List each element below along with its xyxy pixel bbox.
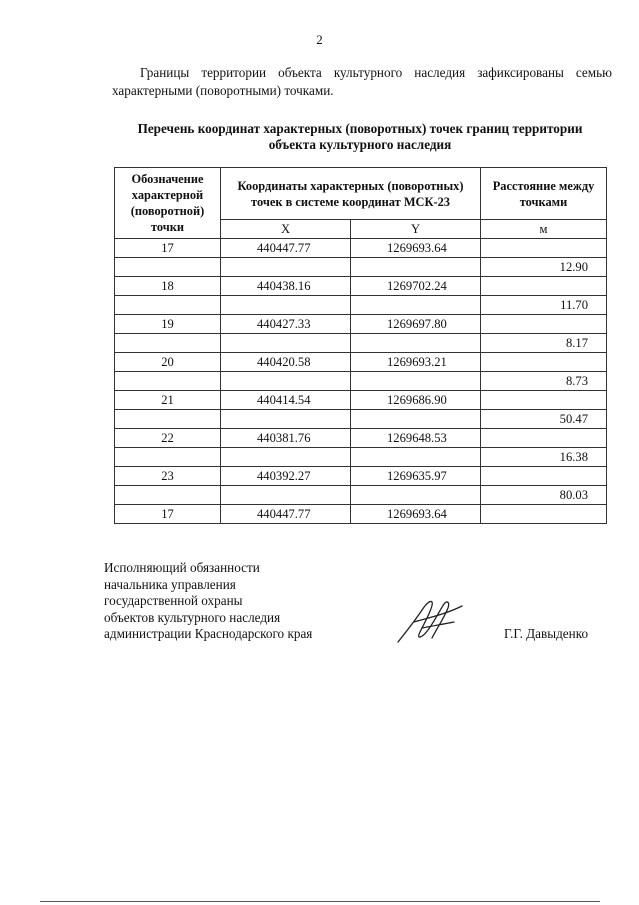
page-number: 2 <box>316 32 323 47</box>
distance-cell <box>481 277 607 296</box>
signatory-title-line: администрации Краснодарского края <box>104 626 313 641</box>
point-cell: 20 <box>115 353 221 372</box>
y-coordinate-cell <box>351 410 481 429</box>
y-coordinate-cell: 1269648.53 <box>351 429 481 448</box>
table-row <box>115 258 607 277</box>
distance-cell <box>481 353 607 372</box>
point-cell <box>115 334 221 353</box>
table-row <box>115 467 607 486</box>
point-cell: 19 <box>115 315 221 334</box>
coordinates-table <box>114 167 607 524</box>
y-coordinate-cell <box>351 296 481 315</box>
point-cell <box>115 258 221 277</box>
y-coordinate-cell: 1269697.80 <box>351 315 481 334</box>
point-cell: 22 <box>115 429 221 448</box>
x-coordinate-cell: 440447.77 <box>221 505 351 524</box>
y-coordinate-cell: 1269693.64 <box>351 505 481 524</box>
header-point: Обозначение характерной (поворотной) точки <box>115 168 221 239</box>
distance-cell: 11.70 <box>481 296 607 315</box>
point-cell: 17 <box>115 239 221 258</box>
table-row <box>115 334 607 353</box>
x-coordinate-cell <box>221 486 351 505</box>
table-row <box>115 448 607 467</box>
table-row <box>115 429 607 448</box>
distance-cell <box>481 505 607 524</box>
distance-cell: 80.03 <box>481 486 607 505</box>
y-coordinate-cell: 1269693.64 <box>351 239 481 258</box>
distance-cell: 8.17 <box>481 334 607 353</box>
x-coordinate-cell <box>221 372 351 391</box>
y-coordinate-cell <box>351 372 481 391</box>
distance-cell: 16.38 <box>481 448 607 467</box>
point-cell <box>115 448 221 467</box>
signatory-title-line: государственной охраны <box>104 593 243 608</box>
intro-paragraph <box>112 64 612 100</box>
y-coordinate-cell <box>351 258 481 277</box>
distance-cell: 8.73 <box>481 372 607 391</box>
table-row <box>115 353 607 372</box>
table-row <box>115 239 607 258</box>
signatory-title-line: объектов культурного наследия <box>104 609 281 625</box>
list-title-line-1: Перечень координат характерных (поворотных) точек границ территории <box>137 121 583 136</box>
distance-cell <box>481 315 607 334</box>
y-coordinate-cell: 1269635.97 <box>351 467 481 486</box>
point-cell <box>115 296 221 315</box>
x-coordinate-cell <box>221 410 351 429</box>
list-title-line-2: объекта культурного наследия <box>268 137 452 152</box>
header-distance: Расстояние между точками <box>481 168 607 220</box>
point-cell <box>115 486 221 505</box>
header-coordinates: Координаты характерных (поворотных) точек в системе координат МСК-23 <box>221 168 481 220</box>
table-row <box>115 391 607 410</box>
intro-line-2: характерными (поворотными) точками. <box>112 83 334 98</box>
table-row <box>115 486 607 505</box>
point-cell: 23 <box>115 467 221 486</box>
y-coordinate-cell <box>351 486 481 505</box>
intro-line-1: Границы территории объекта культурного наследия зафиксированы семью <box>140 65 612 80</box>
table-row <box>115 277 607 296</box>
table-row <box>115 410 607 429</box>
point-cell <box>115 372 221 391</box>
y-coordinate-cell: 1269686.90 <box>351 391 481 410</box>
x-coordinate-cell: 440438.16 <box>221 277 351 296</box>
table-header-row <box>115 168 607 220</box>
signatory-title-line: начальника управления <box>104 576 236 592</box>
x-coordinate-cell <box>221 296 351 315</box>
x-coordinate-cell <box>221 448 351 467</box>
table-row <box>115 505 607 524</box>
point-cell: 18 <box>115 277 221 296</box>
header-y: Y <box>351 220 481 239</box>
y-coordinate-cell <box>351 448 481 467</box>
table-row <box>115 372 607 391</box>
point-cell <box>115 410 221 429</box>
x-coordinate-cell: 440414.54 <box>221 391 351 410</box>
distance-cell <box>481 429 607 448</box>
y-coordinate-cell: 1269702.24 <box>351 277 481 296</box>
x-coordinate-cell: 440392.27 <box>221 467 351 486</box>
x-coordinate-cell: 440381.76 <box>221 429 351 448</box>
table-row <box>115 296 607 315</box>
header-unit: м <box>481 220 607 239</box>
x-coordinate-cell <box>221 258 351 277</box>
signatory-title-line: Исполняющий обязанности <box>104 560 260 575</box>
signature-block <box>104 560 312 643</box>
distance-cell: 50.47 <box>481 410 607 429</box>
table-row <box>115 315 607 334</box>
distance-cell <box>481 467 607 486</box>
y-coordinate-cell: 1269693.21 <box>351 353 481 372</box>
y-coordinate-cell <box>351 334 481 353</box>
x-coordinate-cell: 440447.77 <box>221 239 351 258</box>
coordinates-list-title <box>100 121 620 153</box>
x-coordinate-cell: 440427.33 <box>221 315 351 334</box>
distance-cell: 12.90 <box>481 258 607 277</box>
header-x: X <box>221 220 351 239</box>
point-cell: 17 <box>115 505 221 524</box>
point-cell: 21 <box>115 391 221 410</box>
x-coordinate-cell: 440420.58 <box>221 353 351 372</box>
signer-name: Г.Г. Давыденко <box>504 626 589 641</box>
bottom-rule <box>40 901 600 902</box>
distance-cell <box>481 391 607 410</box>
distance-cell <box>481 239 607 258</box>
handwritten-signature <box>392 592 468 650</box>
x-coordinate-cell <box>221 334 351 353</box>
